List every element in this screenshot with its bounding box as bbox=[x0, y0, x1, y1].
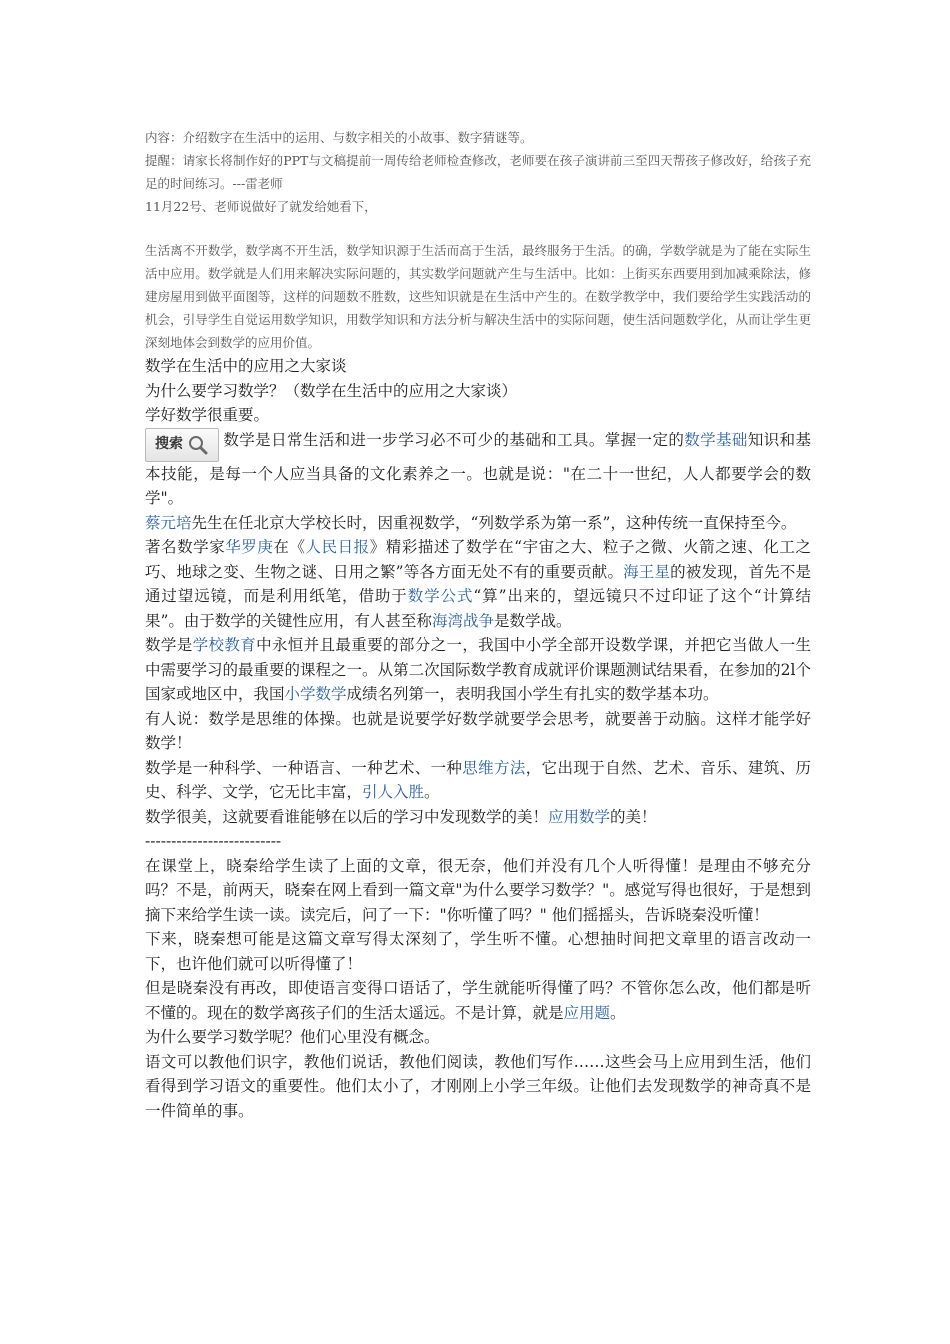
link-hua-luogeng[interactable]: 华罗庚 bbox=[225, 538, 274, 556]
intro-date-note: 11月22号、老师说做好了就发给她看下， bbox=[145, 199, 377, 214]
paragraph-math-beauty: 数学很美，这就要看谁能够在以后的学习中发现数学的美！应用数学的美！ bbox=[145, 807, 657, 826]
paragraph-school-education: 数学是学校教育中永恒并且最重要的部分之一，我国中小学全部开设数学课，并把它当做人一生中需要学习的最重要的课程之一。从第二次国际数学教育成就评价课题测试结果看，在参加的2l个国家或地区中，我国小学数学成绩名列第一，表明我国小学生有扎实的数学基本功。 bbox=[145, 636, 811, 703]
intro-summary: 生活离不开数学，数学离不开生活，数学知识源于生活而高于生活，最终服务于生活。的确，学数学就是为了能在实际生活中应用。数学就是人们用来解决实际问题的，其实数学问题就产生与生活中。比如：上街买东西要用到加减乘除法，修建房屋用到做平面图等，这样的问题数不胜数，这些知识就是在生活中产生的。在数学教学中，我们要给学生实践活动的机会，引导学生自觉运用数学知识，用数学知识和方法分析与解决生活中的实际问题，使生活问题数学化，从而让学生更深刻地体会到数学的应用价值。 bbox=[145, 243, 811, 350]
paragraph-cai-yuanpei: 蔡元培先生在任北京大学校长时，因重视数学，“列数学系为第一系”，这种传统一直保持至今。 bbox=[145, 513, 797, 532]
link-primary-math[interactable]: 小学数学 bbox=[284, 685, 347, 703]
link-applied-math[interactable]: 应用数学 bbox=[548, 807, 611, 826]
search-button-label: 搜索 bbox=[155, 436, 183, 453]
intro-reminder: 提醒：请家长将制作好的PPT与文稿提前一周传给老师检查修改，老师要在孩子演讲前三至四天帮孩子修改好，给孩子充足的时间练习。---雷老师 bbox=[145, 153, 811, 191]
link-peoples-daily[interactable]: 人民日报 bbox=[305, 538, 370, 556]
document-page bbox=[145, 126, 811, 1123]
link-math-basics[interactable]: 数学基础 bbox=[684, 430, 748, 449]
link-neptune[interactable]: 海王星 bbox=[623, 562, 671, 581]
paragraph-too-deep: 下来，晓秦想可能是这篇文章写得太深刻了，学生听不懂。心想抽时间把文章里的语言改动一下，也许他们就可以听得懂了！ bbox=[145, 930, 811, 973]
link-fascinating[interactable]: 引人入胜 bbox=[362, 783, 425, 801]
article-title-1: 数学在生活中的应用之大家谈 bbox=[145, 357, 347, 375]
link-school-education[interactable]: 学校教育 bbox=[192, 636, 257, 654]
paragraph-hua-luogeng: 著名数学家华罗庚在《人民日报》精彩描述了数学在“宇宙之大、粒子之微、火箭之速、化工之巧、地球之变、生物之谜、日用之繁”等各方面无处不有的重要贡献。海王星的被发现，首先不是通过望远镜，而是利用纸笔，借助于数学公式“算”出来的，望远镜只不过印证了这个“计算结果”。由于数学的关键性应用，有人甚至称海湾战争是数学战。 bbox=[145, 538, 811, 630]
link-math-formula[interactable]: 数学公式 bbox=[407, 587, 474, 605]
paragraph-math-basics: 搜索 数学是日常生活和进一步学习必不可少的基础和工具。掌握一定的数学基础知识和基本技能，是每一个人应当具备的文化素养之一。也就是说："在二十一世纪，人人都要学会的数学"。 bbox=[145, 428, 811, 511]
article-title-3: 学好数学很重要。 bbox=[145, 406, 270, 424]
paragraph-chinese-vs-math: 语文可以教他们识字，教他们说话，教他们阅读，教他们写作……这些会马上应用到生活，他们看得到学习语文的重要性。他们太小了，才刚刚上小学三年级。让他们去发现数学的神奇真不是一件简单的事。 bbox=[145, 1052, 811, 1120]
link-gulf-war[interactable]: 海湾战争 bbox=[431, 611, 494, 630]
magnifier-icon bbox=[187, 434, 209, 456]
paragraph-no-change: 但是晓秦没有再改，即使语言变得口语话了，学生就能听得懂了吗？不管你怎么改，他们都是听不懂的。现在的数学离孩子们的生活太遥远。不是计算，就是应用题。 bbox=[145, 979, 811, 1022]
intro-content: 内容：介绍数字在生活中的运用、与数字相关的小故事、数字猜谜等。 bbox=[145, 130, 533, 145]
search-button[interactable] bbox=[145, 428, 219, 462]
paragraph-no-concept: 为什么要学习数学呢？他们心里没有概念。 bbox=[145, 1028, 440, 1046]
article-title-2: 为什么要学习数学？（数学在生活中的应用之大家谈） bbox=[145, 381, 518, 400]
paragraph-classroom: 在课堂上，晓秦给学生读了上面的文章，很无奈，他们并没有几个人听得懂！是理由不够充分吗？不是，前两天，晓秦在网上看到一篇文章"为什么要学习数学？"。感觉写得也很好，于是想到摘下来给学生读一读。读完后，问了一下："你听懂了吗？" 他们摇摇头，告诉晓秦没听懂！ bbox=[145, 856, 811, 924]
paragraph-math-is-science: 数学是一种科学、一种语言、一种艺术、一种思维方法，它出现于自然、艺术、音乐、建筑、历史、科学、文学，它无比丰富，引人入胜。 bbox=[145, 758, 811, 801]
link-word-problems[interactable]: 应用题 bbox=[563, 1003, 611, 1022]
paragraph-thinking-gym: 有人说：数学是思维的体操。也就是说要学好数学就要学会思考，就要善于动脑。这样才能学好数学！ bbox=[145, 709, 811, 752]
divider-line: -------------------------- bbox=[145, 832, 282, 850]
link-thinking-method[interactable]: 思维方法 bbox=[462, 758, 526, 777]
link-cai-yuanpei[interactable]: 蔡元培 bbox=[145, 513, 192, 532]
